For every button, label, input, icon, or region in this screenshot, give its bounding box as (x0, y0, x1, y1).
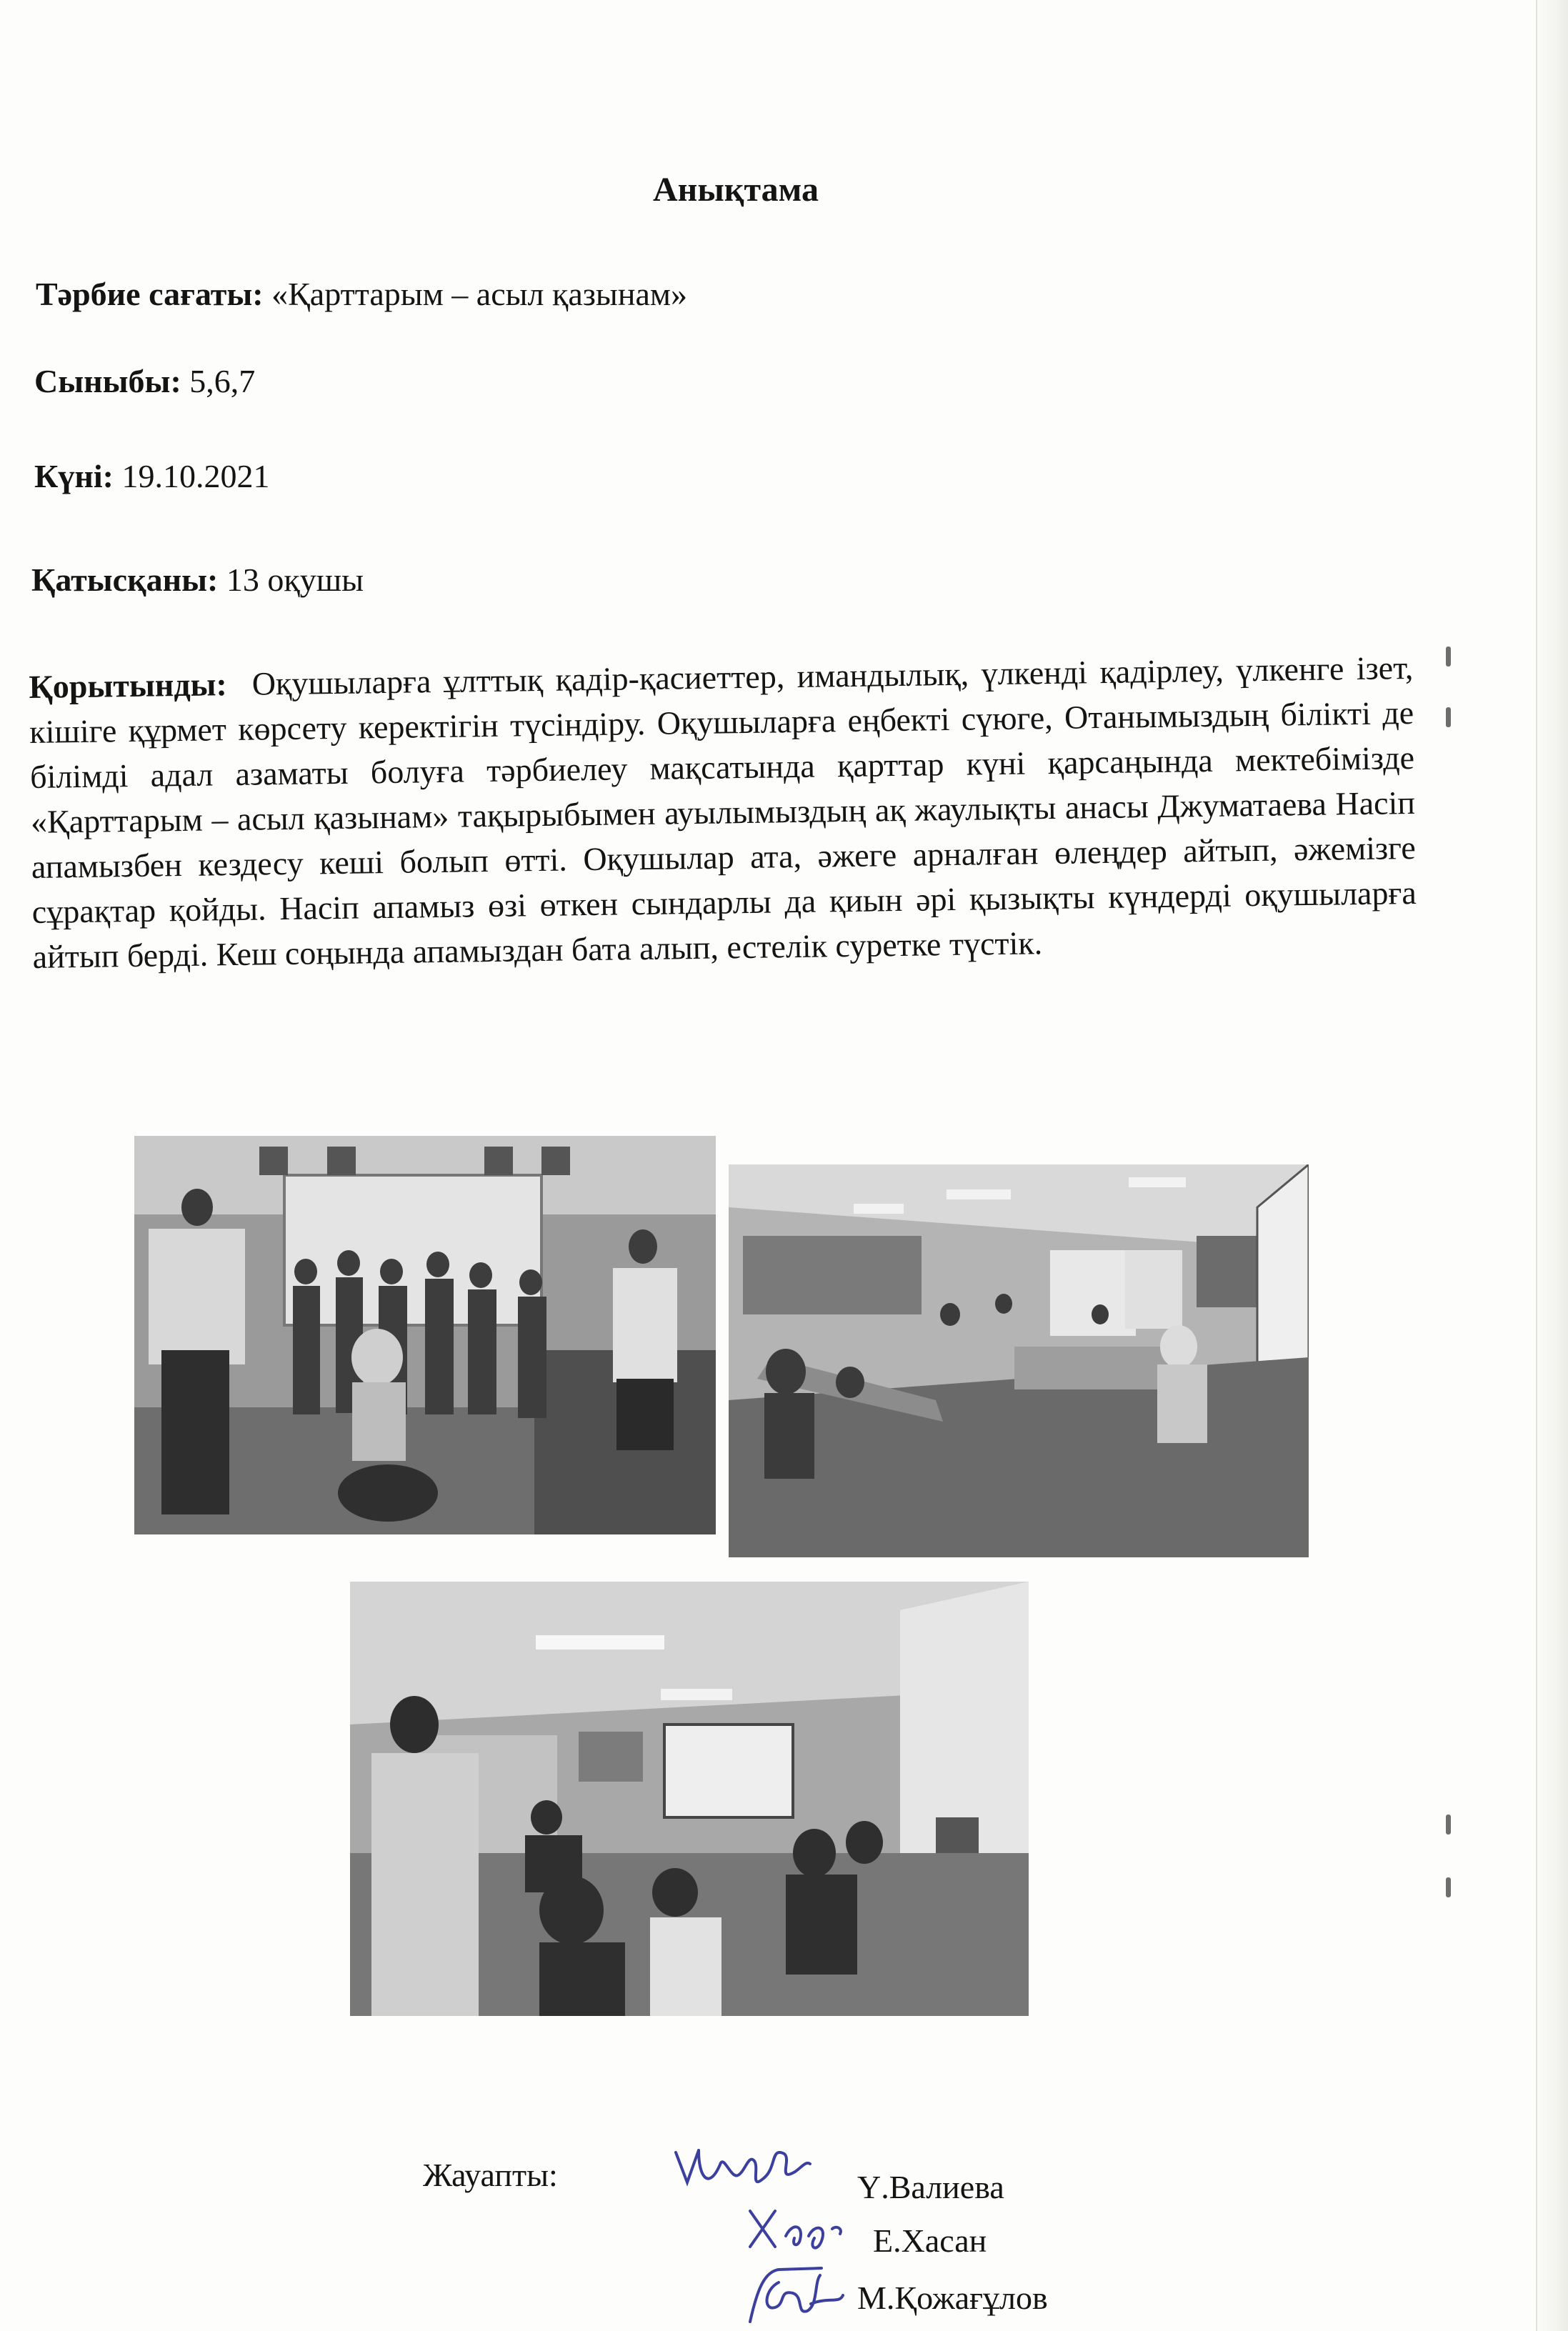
conclusion-text: Оқушыларға ұлттық қадір-қасиеттер, имандылық, үлкенді қадірлеу, үлкенге ізет, кішіге құрмет көрсету керектігін түсіндіру. Оқушыларға еңбекті сүюге, Отанымыздың білікті де білімді адал азаматы болуға тәрбиелеу мақсатында қарттар күні қарсаңында мектебімізде «Қарттарым – асыл қазынам» тақырыбымен ауылымыздың ақ жаулықты анасы Джуматаева Насіп апамызбен кездесу кеші болып өтті. Оқушылар ата, әжеге арналған өлеңдер айтып, әжемізге сұрақтар қойды. Насіп апамыз өзі өткен сындарлы да қиын әрі қызықты күндерді оқушыларға айтып берді. Кеш соңында апамыздан бата алып, естелік суретке түстік. (29, 649, 1417, 975)
event-field (36, 275, 687, 313)
event-value: «Қарттарым – асыл қазынам» (271, 276, 687, 312)
conclusion-label: Қорытынды: (29, 666, 228, 705)
photo-lesson-screen (350, 1582, 1029, 2016)
responsible-name: Е.Хасан (873, 2222, 987, 2259)
grade-label: Сыныбы: (34, 363, 181, 399)
grade-field (34, 362, 255, 400)
date-label: Күні: (34, 458, 114, 494)
participants-field (31, 561, 364, 599)
signature-khasan (743, 2197, 864, 2261)
signature-kozhagulov (736, 2261, 850, 2329)
signature-valieva (670, 2140, 813, 2204)
date-value: 19.10.2021 (121, 458, 270, 494)
binder-mark (1446, 1877, 1451, 1897)
page-edge (1536, 0, 1568, 2331)
binder-mark (1446, 1815, 1451, 1835)
date-field (34, 457, 269, 495)
photo-students-standing (134, 1136, 716, 1534)
document-title: Анықтама (653, 171, 819, 209)
responsible-name: Ү.Валиева (857, 2169, 1004, 2205)
conclusion-paragraph (29, 645, 1417, 979)
photo-classroom-elder (729, 1164, 1309, 1557)
binder-mark (1446, 647, 1451, 667)
binder-mark (1446, 707, 1451, 727)
responsible-name: М.Қожағұлов (857, 2280, 1048, 2316)
event-label: Тәрбие сағаты: (36, 276, 264, 312)
participants-value: 13 оқушы (226, 561, 364, 598)
grade-value: 5,6,7 (189, 363, 256, 399)
responsible-label: Жауапты: (423, 2157, 558, 2193)
participants-label: Қатысқаны: (31, 561, 219, 598)
